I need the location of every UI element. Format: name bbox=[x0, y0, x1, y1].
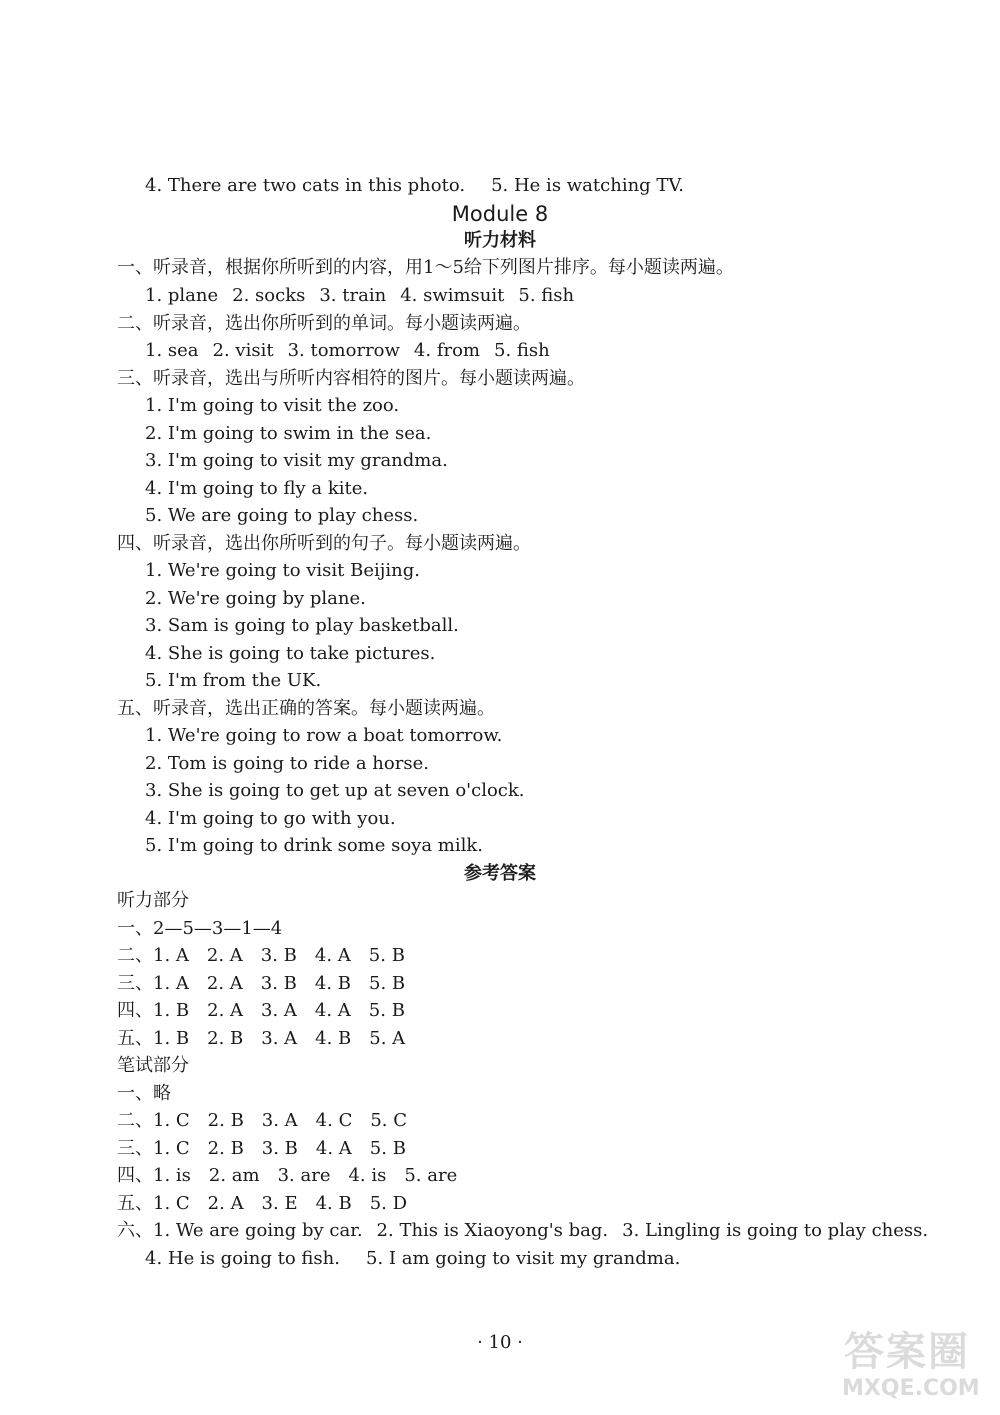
answer-row: 一、2—5—3—1—4 bbox=[117, 918, 283, 939]
sentence-item: 4. She is going to take pictures. bbox=[145, 643, 436, 664]
word-item: 4. from bbox=[413, 340, 480, 361]
sentence-item: 5. I'm from the UK. bbox=[145, 670, 322, 691]
word-item: 1. sea bbox=[145, 340, 199, 361]
word-item: 1. plane bbox=[145, 285, 219, 306]
answer-row: 五、1. B 2. B 3. A 4. B 5. A bbox=[117, 1028, 406, 1049]
section-2-heading: 二、听录音，选出你所听到的单词。每小题读两遍。 bbox=[117, 313, 531, 334]
sentence-item: 4. I'm going to fly a kite. bbox=[145, 478, 369, 499]
sentence-item: 2. We're going by plane. bbox=[145, 588, 366, 609]
top-line bbox=[145, 175, 684, 197]
sentence-item: 4. I'm going to go with you. bbox=[145, 808, 396, 829]
word-item: 3. tomorrow bbox=[287, 340, 400, 361]
answer-row: 一、略 bbox=[117, 1083, 171, 1104]
sentence-item: 3. Sam is going to play basketball. bbox=[145, 615, 459, 636]
answer-row: 五、1. C 2. A 3. E 4. B 5. D bbox=[117, 1193, 408, 1214]
sentence-item: 1. We're going to visit Beijing. bbox=[145, 560, 420, 581]
sentence-item: 1. We're going to row a boat tomorrow. bbox=[145, 725, 503, 746]
sentence-item: 5. I'm going to drink some soya milk. bbox=[145, 835, 484, 856]
listening-part-label: 听力部分 bbox=[117, 890, 189, 911]
answer-six-item-1: 六、1. We are going by car. bbox=[117, 1220, 363, 1241]
answer-row: 二、1. C 2. B 3. A 4. C 5. C bbox=[117, 1110, 408, 1131]
module-title: Module 8 bbox=[451, 202, 549, 226]
sentence-item: 3. She is going to get up at seven o'clock. bbox=[145, 780, 525, 801]
answer-row: 三、1. A 2. A 3. B 4. B 5. B bbox=[117, 973, 406, 994]
word-item: 2. visit bbox=[212, 340, 274, 361]
answer-row: 二、1. A 2. A 3. B 4. A 5. B bbox=[117, 945, 405, 966]
sentence-item: 2. Tom is going to ride a horse. bbox=[145, 753, 429, 774]
top-line-item-5: 5. He is watching TV. bbox=[491, 175, 684, 196]
written-part-label: 笔试部分 bbox=[117, 1055, 189, 1076]
answer-six-item-2: 2. This is Xiaoyong's bag. bbox=[376, 1220, 609, 1241]
answer-six-item-5: 5. I am going to visit my grandma. bbox=[366, 1248, 681, 1269]
word-item: 2. socks bbox=[232, 285, 306, 306]
word-item: 3. train bbox=[319, 285, 387, 306]
answer-six-item-4: 4. He is going to fish. bbox=[145, 1248, 340, 1269]
section-4-heading: 四、听录音，选出你所听到的句子。每小题读两遍。 bbox=[117, 533, 531, 554]
section-5-heading: 五、听录音，选出正确的答案。每小题读两遍。 bbox=[117, 698, 495, 719]
answer-key-title: 参考答案 bbox=[464, 863, 536, 884]
sentence-item: 3. I'm going to visit my grandma. bbox=[145, 450, 448, 471]
watermark-logo bbox=[838, 1320, 988, 1408]
answer-row: 三、1. C 2. B 3. B 4. A 5. B bbox=[117, 1138, 406, 1159]
top-line-item-4: 4. There are two cats in this photo. bbox=[145, 175, 466, 196]
sentence-item: 5. We are going to play chess. bbox=[145, 505, 419, 526]
word-item: 5. fish bbox=[518, 285, 575, 306]
watermark-main-text: 答案圈 bbox=[844, 1329, 970, 1375]
word-item: 4. swimsuit bbox=[400, 285, 505, 306]
section-3-heading: 三、听录音，选出与所听内容相符的图片。每小题读两遍。 bbox=[117, 368, 585, 389]
listening-material-title: 听力材料 bbox=[464, 230, 536, 251]
section-1-words bbox=[145, 285, 574, 307]
word-item: 5. fish bbox=[494, 340, 550, 361]
answer-row-six-line-2 bbox=[145, 1248, 680, 1270]
answer-row: 四、1. B 2. A 3. A 4. A 5. B bbox=[117, 1000, 405, 1021]
answer-row-six-line-1 bbox=[117, 1220, 928, 1242]
section-1-heading: 一、听录音，根据你所听到的内容，用1～5给下列图片排序。每小题读两遍。 bbox=[117, 257, 734, 278]
answer-six-item-3: 3. Lingling is going to play chess. bbox=[622, 1220, 929, 1241]
answer-row: 四、1. is 2. am 3. are 4. is 5. are bbox=[117, 1165, 458, 1186]
page-number: · 10 · bbox=[477, 1332, 523, 1353]
section-2-words bbox=[145, 340, 550, 362]
watermark-sub-text: MXQE.COM bbox=[842, 1376, 980, 1401]
sentence-item: 2. I'm going to swim in the sea. bbox=[145, 423, 432, 444]
sentence-item: 1. I'm going to visit the zoo. bbox=[145, 395, 400, 416]
